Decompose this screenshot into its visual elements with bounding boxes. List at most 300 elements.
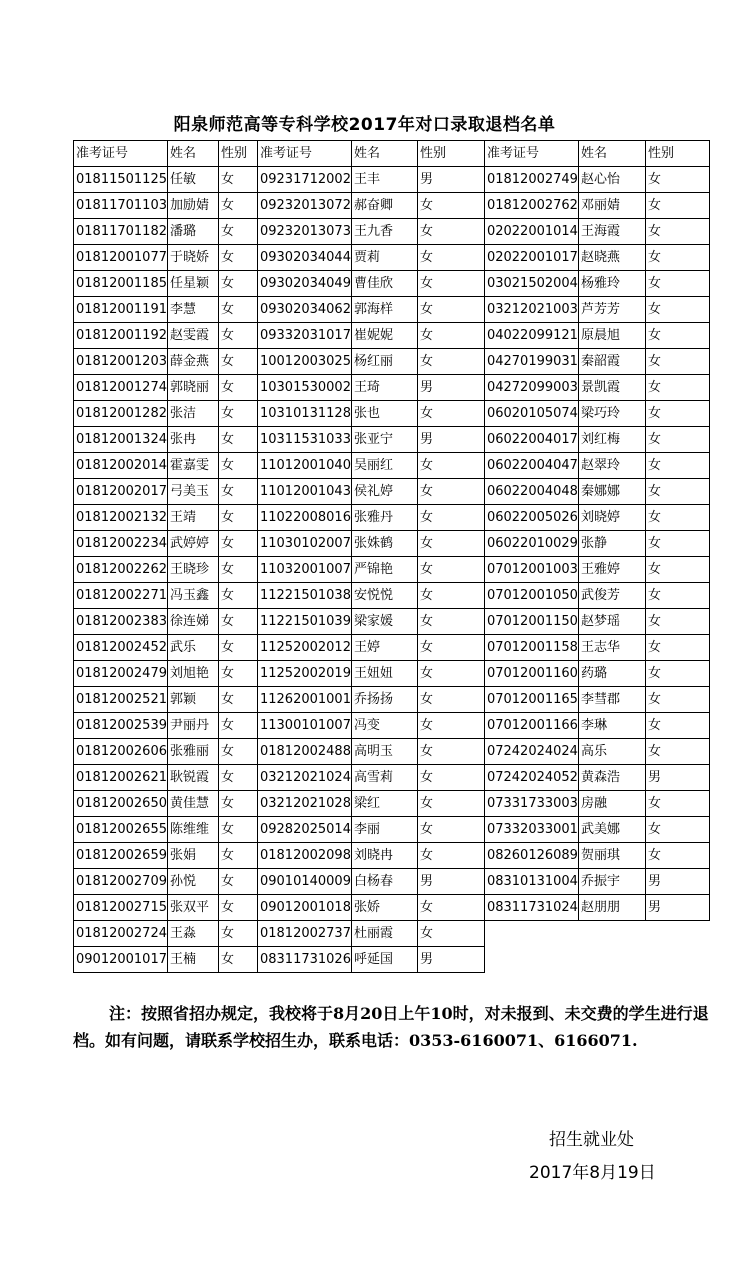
cell-gender: 女 [417,245,484,271]
cell-gender: 女 [218,791,257,817]
cell-name: 严锦艳 [351,557,417,583]
empty-cell [578,947,645,973]
cell-gender: 女 [218,687,257,713]
cell-name: 郭晓丽 [167,375,218,401]
cell-exam-id: 11012001043 [257,479,351,505]
cell-name: 陈维维 [167,817,218,843]
cell-gender: 女 [417,323,484,349]
cell-exam-id: 02022001017 [484,245,578,271]
cell-gender: 男 [645,869,709,895]
cell-gender: 女 [417,219,484,245]
empty-cell [645,947,709,973]
cell-name: 张雅丽 [167,739,218,765]
header-gender: 性别 [417,141,484,167]
table-row [74,947,710,973]
cell-name: 张亚宁 [351,427,417,453]
cell-exam-id: 01812002452 [74,635,168,661]
cell-gender: 女 [417,297,484,323]
cell-name: 王海霞 [578,219,645,245]
table-row [74,843,710,869]
cell-gender: 女 [645,791,709,817]
cell-name: 乔振宇 [578,869,645,895]
cell-gender: 女 [417,635,484,661]
cell-gender: 女 [417,765,484,791]
cell-name: 高明玉 [351,739,417,765]
cell-exam-id: 09012001018 [257,895,351,921]
cell-gender: 女 [417,687,484,713]
table-row [74,219,710,245]
cell-exam-id: 03212021024 [257,765,351,791]
cell-exam-id: 01812002650 [74,791,168,817]
cell-exam-id: 01812001274 [74,375,168,401]
cell-name: 杜丽霞 [351,921,417,947]
cell-gender: 女 [645,271,709,297]
cell-name: 王靖 [167,505,218,531]
cell-exam-id: 07012001150 [484,609,578,635]
cell-name: 高乐 [578,739,645,765]
cell-gender: 女 [218,453,257,479]
cell-name: 安悦悦 [351,583,417,609]
cell-gender: 女 [417,895,484,921]
cell-exam-id: 01812002132 [74,505,168,531]
cell-gender: 女 [645,453,709,479]
table-row [74,583,710,609]
cell-name: 王晓珍 [167,557,218,583]
cell-exam-id: 06022004048 [484,479,578,505]
cell-gender: 女 [645,245,709,271]
cell-exam-id: 01812001282 [74,401,168,427]
cell-exam-id: 01812001077 [74,245,168,271]
table-row [74,713,710,739]
table-row [74,349,710,375]
cell-exam-id: 09232013072 [257,193,351,219]
cell-exam-id: 07012001050 [484,583,578,609]
cell-name: 霍嘉雯 [167,453,218,479]
cell-exam-id: 10311531033 [257,427,351,453]
cell-gender: 男 [645,765,709,791]
cell-gender: 女 [645,557,709,583]
cell-gender: 女 [645,167,709,193]
cell-exam-id: 01812002749 [484,167,578,193]
empty-cell [578,921,645,947]
cell-exam-id: 09232013073 [257,219,351,245]
cell-gender: 女 [417,557,484,583]
cell-exam-id: 01812002262 [74,557,168,583]
table-row [74,271,710,297]
cell-exam-id: 11252002012 [257,635,351,661]
cell-name: 武俊芳 [578,583,645,609]
cell-gender: 女 [645,583,709,609]
cell-exam-id: 09010140009 [257,869,351,895]
cell-exam-id: 07242024024 [484,739,578,765]
header-exam-id: 准考证号 [74,141,168,167]
cell-exam-id: 01812002762 [484,193,578,219]
cell-name: 张静 [578,531,645,557]
cell-exam-id: 01812002724 [74,921,168,947]
cell-exam-id: 07012001160 [484,661,578,687]
cell-exam-id: 01812002521 [74,687,168,713]
table-row [74,505,710,531]
cell-name: 梁红 [351,791,417,817]
cell-name: 吴丽红 [351,453,417,479]
cell-gender: 女 [417,661,484,687]
cell-name: 秦娜娜 [578,479,645,505]
cell-exam-id: 09012001017 [74,947,168,973]
cell-exam-id: 01812002539 [74,713,168,739]
cell-gender: 女 [218,167,257,193]
cell-exam-id: 03212021003 [484,297,578,323]
cell-name: 黄佳慧 [167,791,218,817]
cell-name: 赵翠玲 [578,453,645,479]
cell-exam-id: 01812002271 [74,583,168,609]
cell-gender: 女 [645,687,709,713]
cell-gender: 女 [417,193,484,219]
cell-exam-id: 01811701103 [74,193,168,219]
cell-exam-id: 01812002715 [74,895,168,921]
cell-exam-id: 07012001166 [484,713,578,739]
cell-exam-id: 11221501039 [257,609,351,635]
cell-exam-id: 01812001324 [74,427,168,453]
cell-gender: 女 [417,843,484,869]
header-gender: 性别 [218,141,257,167]
cell-gender: 女 [218,739,257,765]
cell-name: 赵梦瑶 [578,609,645,635]
cell-name: 杨红丽 [351,349,417,375]
cell-gender: 女 [645,427,709,453]
cell-name: 弓美玉 [167,479,218,505]
cell-name: 张姝鹤 [351,531,417,557]
cell-gender: 女 [218,219,257,245]
cell-exam-id: 11300101007 [257,713,351,739]
cell-exam-id: 03212021028 [257,791,351,817]
cell-gender: 女 [218,843,257,869]
table-row [74,739,710,765]
cell-name: 刘晓婷 [578,505,645,531]
cell-exam-id: 09231712002 [257,167,351,193]
cell-exam-id: 10301530002 [257,375,351,401]
cell-gender: 女 [218,401,257,427]
cell-name: 赵晓燕 [578,245,645,271]
header-exam-id: 准考证号 [484,141,578,167]
cell-gender: 女 [218,193,257,219]
cell-gender: 女 [645,375,709,401]
table-row [74,635,710,661]
cell-gender: 女 [645,739,709,765]
cell-name: 房融 [578,791,645,817]
cell-exam-id: 11012001040 [257,453,351,479]
cell-name: 梁家媛 [351,609,417,635]
cell-gender: 女 [218,323,257,349]
cell-exam-id: 03021502004 [484,271,578,297]
cell-exam-id: 01812002234 [74,531,168,557]
cell-gender: 女 [218,557,257,583]
cell-name: 任星颖 [167,271,218,297]
cell-gender: 女 [645,323,709,349]
table-row [74,687,710,713]
cell-gender: 女 [218,271,257,297]
cell-gender: 女 [417,349,484,375]
header-gender: 性别 [645,141,709,167]
cell-name: 郭颖 [167,687,218,713]
table-row [74,323,710,349]
cell-exam-id: 01812002737 [257,921,351,947]
cell-exam-id: 11030102007 [257,531,351,557]
table-header-row [74,141,710,167]
cell-name: 王志华 [578,635,645,661]
table-row [74,297,710,323]
cell-gender: 女 [645,531,709,557]
cell-gender: 女 [218,895,257,921]
cell-gender: 女 [417,453,484,479]
cell-exam-id: 09302034044 [257,245,351,271]
cell-gender: 女 [218,245,257,271]
cell-exam-id: 04022099121 [484,323,578,349]
cell-exam-id: 01812002098 [257,843,351,869]
cell-gender: 女 [218,505,257,531]
cell-exam-id: 04270199031 [484,349,578,375]
cell-name: 武美娜 [578,817,645,843]
empty-cell [484,921,578,947]
cell-name: 张娇 [351,895,417,921]
cell-gender: 男 [645,895,709,921]
cell-name: 景凯霞 [578,375,645,401]
cell-exam-id: 01812002479 [74,661,168,687]
cell-exam-id: 08311731026 [257,947,351,973]
cell-gender: 女 [218,817,257,843]
cell-gender: 女 [645,505,709,531]
cell-exam-id: 11262001001 [257,687,351,713]
cell-exam-id: 11032001007 [257,557,351,583]
cell-exam-id: 01812002014 [74,453,168,479]
cell-exam-id: 01812002017 [74,479,168,505]
cell-name: 王妞妞 [351,661,417,687]
cell-name: 邓丽婧 [578,193,645,219]
cell-exam-id: 11022008016 [257,505,351,531]
cell-gender: 女 [417,401,484,427]
cell-name: 王婷 [351,635,417,661]
table-row [74,895,710,921]
table-row [74,921,710,947]
cell-exam-id: 08310131004 [484,869,578,895]
cell-gender: 女 [645,843,709,869]
cell-name: 白杨春 [351,869,417,895]
cell-name: 王九香 [351,219,417,245]
cell-gender: 女 [218,375,257,401]
cell-gender: 女 [645,297,709,323]
cell-name: 杨雅玲 [578,271,645,297]
cell-name: 加励婧 [167,193,218,219]
cell-gender: 女 [417,505,484,531]
cell-gender: 女 [218,765,257,791]
cell-name: 冯玉鑫 [167,583,218,609]
cell-name: 芦芳芳 [578,297,645,323]
cell-exam-id: 11221501038 [257,583,351,609]
cell-name: 张娟 [167,843,218,869]
cell-exam-id: 06022004017 [484,427,578,453]
table-row [74,453,710,479]
cell-name: 黄森浩 [578,765,645,791]
cell-gender: 女 [645,349,709,375]
cell-exam-id: 06022005026 [484,505,578,531]
cell-name: 刘晓冉 [351,843,417,869]
header-name: 姓名 [351,141,417,167]
cell-exam-id: 07332033001 [484,817,578,843]
cell-gender: 女 [417,479,484,505]
cell-gender: 男 [417,427,484,453]
cell-name: 耿锐霞 [167,765,218,791]
table-row [74,609,710,635]
cell-gender: 女 [417,739,484,765]
cell-gender: 女 [645,661,709,687]
cell-name: 郝奋卿 [351,193,417,219]
cell-exam-id: 07012001158 [484,635,578,661]
cell-name: 武婷婷 [167,531,218,557]
cell-gender: 女 [417,713,484,739]
table-row [74,765,710,791]
cell-name: 高雪莉 [351,765,417,791]
cell-name: 王琦 [351,375,417,401]
cell-exam-id: 01812002488 [257,739,351,765]
cell-name: 刘旭艳 [167,661,218,687]
table-row [74,557,710,583]
cell-exam-id: 10012003025 [257,349,351,375]
table-row [74,401,710,427]
cell-gender: 男 [417,375,484,401]
table-row [74,193,710,219]
cell-exam-id: 01812002621 [74,765,168,791]
cell-name: 药璐 [578,661,645,687]
cell-exam-id: 02022001014 [484,219,578,245]
cell-gender: 女 [417,583,484,609]
cell-name: 张洁 [167,401,218,427]
cell-name: 郭海样 [351,297,417,323]
cell-exam-id: 09282025014 [257,817,351,843]
cell-name: 崔妮妮 [351,323,417,349]
cell-name: 薛金燕 [167,349,218,375]
cell-name: 乔扬扬 [351,687,417,713]
cell-name: 赵心怡 [578,167,645,193]
cell-exam-id: 01812001192 [74,323,168,349]
table-row [74,427,710,453]
cell-gender: 女 [417,791,484,817]
cell-gender: 女 [218,713,257,739]
cell-name: 王雅婷 [578,557,645,583]
cell-name: 赵朋朋 [578,895,645,921]
cell-gender: 女 [218,297,257,323]
cell-exam-id: 01812002606 [74,739,168,765]
cell-exam-id: 09302034062 [257,297,351,323]
cell-name: 曹佳欣 [351,271,417,297]
notice-text: 注：按照省招办规定，我校将于8月20日上午10时，对未报到、未交费的学生进行退档。如有问题，请联系学校招生办，联系电话：0353-6160071、6166071. [73,1004,709,1050]
table-row [74,245,710,271]
cell-name: 赵雯霞 [167,323,218,349]
cell-gender: 女 [218,609,257,635]
cell-gender: 女 [417,921,484,947]
cell-exam-id: 01811501125 [74,167,168,193]
cell-exam-id: 06020105074 [484,401,578,427]
cell-exam-id: 01812002709 [74,869,168,895]
cell-exam-id: 01811701182 [74,219,168,245]
cell-name: 孙悦 [167,869,218,895]
issuing-office: 招生就业处 [549,1130,634,1150]
cell-gender: 女 [218,531,257,557]
cell-gender: 女 [645,401,709,427]
table-row [74,661,710,687]
cell-name: 张冉 [167,427,218,453]
cell-name: 秦韶霞 [578,349,645,375]
cell-name: 王楠 [167,947,218,973]
cell-exam-id: 06022004047 [484,453,578,479]
header-name: 姓名 [578,141,645,167]
cell-exam-id: 01812001203 [74,349,168,375]
cell-name: 尹丽丹 [167,713,218,739]
cell-exam-id: 01812002659 [74,843,168,869]
cell-exam-id: 08311731024 [484,895,578,921]
cell-gender: 女 [218,869,257,895]
cell-name: 张也 [351,401,417,427]
cell-exam-id: 01812002383 [74,609,168,635]
cell-gender: 女 [218,479,257,505]
cell-gender: 女 [218,921,257,947]
cell-name: 王淼 [167,921,218,947]
cell-gender: 女 [218,583,257,609]
cell-exam-id: 01812001191 [74,297,168,323]
cell-name: 呼延国 [351,947,417,973]
cell-gender: 女 [645,713,709,739]
cell-exam-id: 01812002655 [74,817,168,843]
cell-name: 侯礼婷 [351,479,417,505]
cell-gender: 女 [645,635,709,661]
cell-gender: 男 [417,167,484,193]
cell-gender: 女 [218,349,257,375]
header-exam-id: 准考证号 [257,141,351,167]
cell-gender: 女 [417,817,484,843]
cell-name: 贾莉 [351,245,417,271]
cell-gender: 女 [645,817,709,843]
issue-date: 2017年8月19日 [529,1163,656,1183]
cell-name: 李琳 [578,713,645,739]
cell-name: 刘红梅 [578,427,645,453]
cell-name: 李丽 [351,817,417,843]
cell-gender: 女 [645,193,709,219]
table-row [74,817,710,843]
document-title: 阳泉师范高等专科学校2017年对口录取退档名单 [173,115,556,135]
header-name: 姓名 [167,141,218,167]
cell-name: 梁巧玲 [578,401,645,427]
cell-gender: 女 [218,427,257,453]
cell-exam-id: 04272099003 [484,375,578,401]
cell-gender: 女 [417,271,484,297]
cell-name: 徐连娣 [167,609,218,635]
cell-name: 于晓娇 [167,245,218,271]
cell-exam-id: 08260126089 [484,843,578,869]
cell-name: 李彗郡 [578,687,645,713]
cell-gender: 女 [645,479,709,505]
cell-exam-id: 09302034049 [257,271,351,297]
cell-name: 潘璐 [167,219,218,245]
cell-exam-id: 07242024052 [484,765,578,791]
cell-exam-id: 07331733003 [484,791,578,817]
cell-gender: 男 [417,947,484,973]
table-row [74,167,710,193]
table-row [74,479,710,505]
cell-name: 原晨旭 [578,323,645,349]
cell-exam-id: 11252002019 [257,661,351,687]
cell-gender: 女 [417,609,484,635]
cell-gender: 女 [218,635,257,661]
cell-name: 张雅丹 [351,505,417,531]
cell-name: 武乐 [167,635,218,661]
